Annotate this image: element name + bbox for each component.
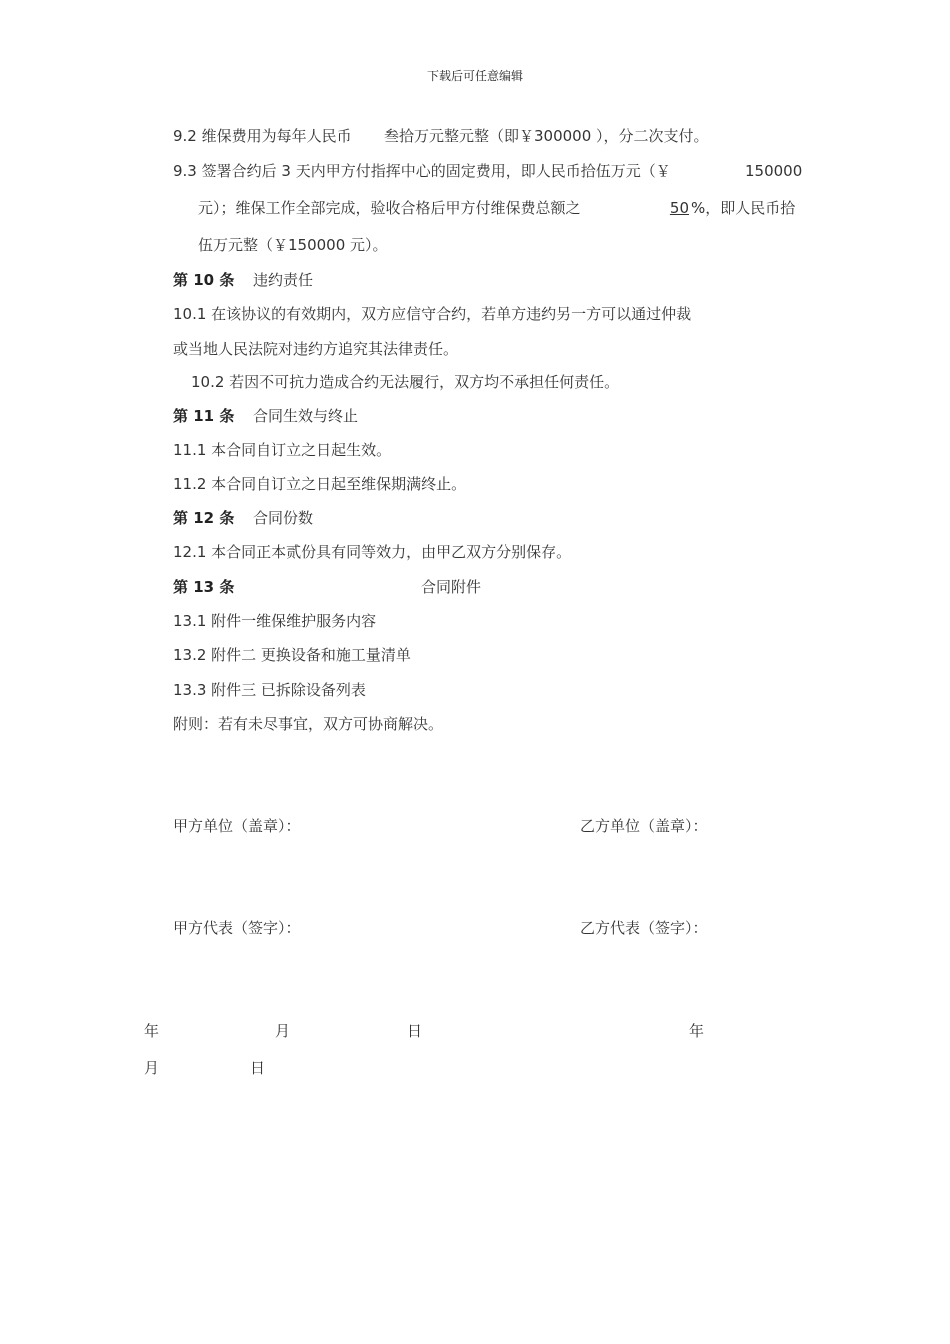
party-a-date-year: 年 — [144, 1022, 160, 1040]
clause-13-1: 13.1 附件一维保维护服务内容 — [173, 612, 377, 630]
clause-13-heading-title: 合同附件 — [421, 578, 482, 596]
clause-9-3-line2-prefix: 元）；维保工作全部完成，验收合格后甲方付维保费总额之 — [198, 199, 581, 217]
party-a-unit-label: 甲方单位（盖章）： — [173, 817, 301, 835]
download-note: 下载后可任意编辑 — [426, 69, 523, 83]
clause-9-3-line2-suffix: %，即人民币拾 — [691, 199, 796, 217]
party-b-unit-label: 乙方单位（盖章）： — [580, 817, 708, 835]
clause-12-1: 12.1 本合同正本贰份具有同等效力，由甲乙双方分别保存。 — [173, 543, 572, 561]
clause-9-3-line3: 伍万元整（￥150000 元）。 — [198, 236, 388, 254]
clause-9-2-prefix: 9.2 维保费用为每年人民币 — [173, 127, 352, 145]
party-a-rep-label: 甲方代表（签字）： — [173, 919, 301, 937]
party-b-date-year: 年 — [689, 1022, 705, 1040]
party-b-date-month: 月 — [144, 1059, 160, 1077]
party-a-date-month: 月 — [275, 1022, 291, 1040]
party-b-rep-label: 乙方代表（签字）： — [580, 919, 708, 937]
clause-10-heading-num: 第 10 条 — [173, 271, 235, 289]
clause-11-heading-title: 合同生效与终止 — [253, 407, 359, 425]
clause-13-3: 13.3 附件三 已拆除设备列表 — [173, 681, 366, 699]
clause-9-3-line1: 9.3 签署合约后 3 天内甲方付指挥中心的固定费用，即人民币拾伍万元（￥ — [173, 162, 671, 180]
clause-10-2: 10.2 若因不可抗力造成合约无法履行，双方均不承担任何责任。 — [191, 373, 620, 391]
clause-11-1: 11.1 本合同自订立之日起生效。 — [173, 441, 392, 459]
clause-9-2-amount: 叁拾万元整元整（即￥300000 ），分二次支付。 — [384, 127, 709, 145]
clause-11-heading-num: 第 11 条 — [173, 407, 235, 425]
clause-10-1-line2: 或当地人民法院对违约方追究其法律责任。 — [173, 340, 459, 358]
clause-10-heading-title: 违约责任 — [253, 271, 314, 289]
clause-9-3-amount: 150000 — [745, 162, 803, 180]
party-b-date-day: 日 — [250, 1059, 266, 1077]
appendix-note: 附则：若有未尽事宜，双方可协商解决。 — [173, 715, 444, 733]
party-a-date-day: 日 — [407, 1022, 423, 1040]
clause-13-2: 13.2 附件二 更换设备和施工量清单 — [173, 646, 411, 664]
clause-9-3-percent: 50 — [669, 199, 689, 217]
clause-10-1-line1: 10.1 在该协议的有效期内，双方应信守合约，若单方违约另一方可以通过仲裁 — [173, 305, 692, 323]
clause-13-heading-num: 第 13 条 — [173, 578, 235, 596]
clause-12-heading-title: 合同份数 — [253, 509, 314, 527]
clause-12-heading-num: 第 12 条 — [173, 509, 235, 527]
clause-11-2: 11.2 本合同自订立之日起至维保期满终止。 — [173, 475, 467, 493]
